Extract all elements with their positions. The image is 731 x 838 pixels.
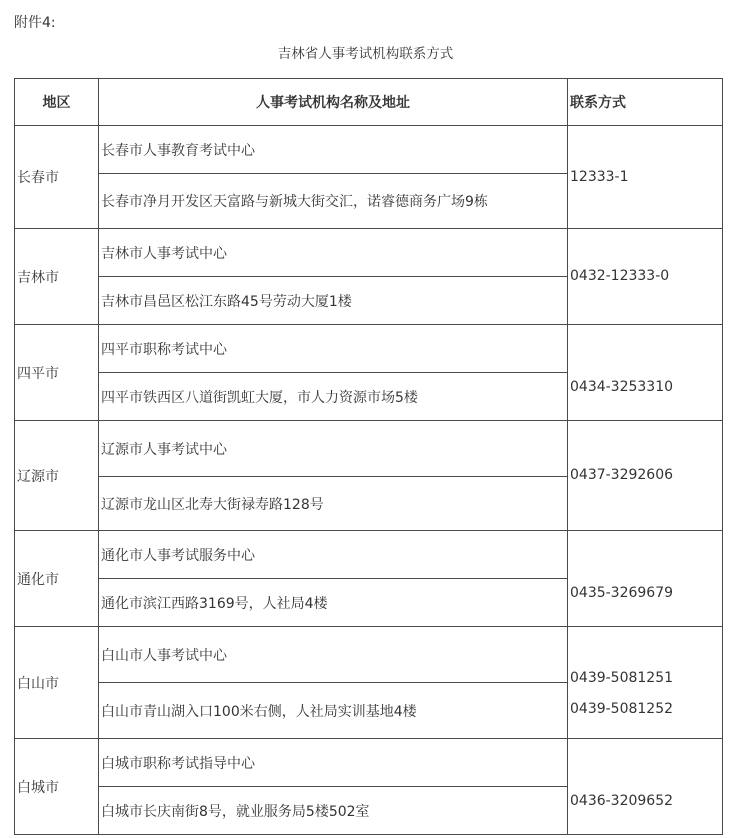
phone-cell xyxy=(568,229,723,325)
table-row xyxy=(15,739,723,787)
agency-name-cell: 通化市人事考试服务中心 xyxy=(99,531,568,579)
table-row xyxy=(15,531,723,579)
region-cell: 白城市 xyxy=(15,739,99,835)
region-cell: 吉林市 xyxy=(15,229,99,325)
agency-address-cell: 吉林市昌邑区松江东路45号劳动大厦1楼 xyxy=(99,277,568,325)
agency-address-cell: 白城市长庆南街8号，就业服务局5楼502室 xyxy=(99,787,568,835)
region-cell: 通化市 xyxy=(15,531,99,627)
table-row xyxy=(15,325,723,373)
agency-address-cell: 长春市净月开发区天富路与新城大街交汇，诺睿德商务广场9栋 xyxy=(99,174,568,229)
phone-number: 0434-3253310 xyxy=(570,379,674,395)
agency-name-cell: 白城市职称考试指导中心 xyxy=(99,739,568,787)
agency-name-cell: 吉林市人事考试中心 xyxy=(99,229,568,277)
header-region: 地区 xyxy=(15,79,99,126)
agency-address-cell: 辽源市龙山区北寿大街禄寿路128号 xyxy=(99,477,568,531)
table-row xyxy=(15,229,723,277)
region-cell: 四平市 xyxy=(15,325,99,421)
header-name-address: 人事考试机构名称及地址 xyxy=(99,79,568,126)
region-cell: 长春市 xyxy=(15,126,99,229)
table-row xyxy=(15,126,723,174)
phone-number: 0437-3292606 xyxy=(570,467,674,483)
phone-cell xyxy=(568,627,723,739)
agency-name-cell: 长春市人事教育考试中心 xyxy=(99,126,568,174)
region-cell: 辽源市 xyxy=(15,421,99,531)
exam-agency-contact-table xyxy=(14,78,723,835)
phone-cell xyxy=(568,325,723,421)
phone-number: 0439-5081252 xyxy=(570,700,674,717)
table-header-row xyxy=(15,79,723,126)
phone-number: 0439-5081251 xyxy=(570,669,674,686)
agency-name-cell: 白山市人事考试中心 xyxy=(99,627,568,683)
agency-name-cell: 四平市职称考试中心 xyxy=(99,325,568,373)
phone-cell xyxy=(568,421,723,531)
agency-address-cell: 白山市青山湖入口100米右侧，人社局实训基地4楼 xyxy=(99,683,568,739)
phone-number: 12333-1 xyxy=(570,168,629,185)
header-contact: 联系方式 xyxy=(568,79,723,126)
region-cell: 白山市 xyxy=(15,627,99,739)
agency-name-cell: 辽源市人事考试中心 xyxy=(99,421,568,477)
agency-address-cell: 四平市铁西区八道街凯虹大厦，市人力资源市场5楼 xyxy=(99,373,568,421)
document-title: 吉林省人事考试机构联系方式 xyxy=(277,46,454,62)
table-row xyxy=(15,421,723,477)
agency-address-cell: 通化市滨江西路3169号，人社局4楼 xyxy=(99,579,568,627)
attachment-label: 附件4: xyxy=(14,15,56,31)
phone-number: 0432-12333-0 xyxy=(570,268,670,284)
phone-cell xyxy=(568,739,723,835)
phone-cell xyxy=(568,531,723,627)
phone-number: 0435-3269679 xyxy=(570,585,674,601)
phone-cell xyxy=(568,126,723,229)
table-row xyxy=(15,627,723,683)
phone-number: 0436-3209652 xyxy=(570,793,674,809)
